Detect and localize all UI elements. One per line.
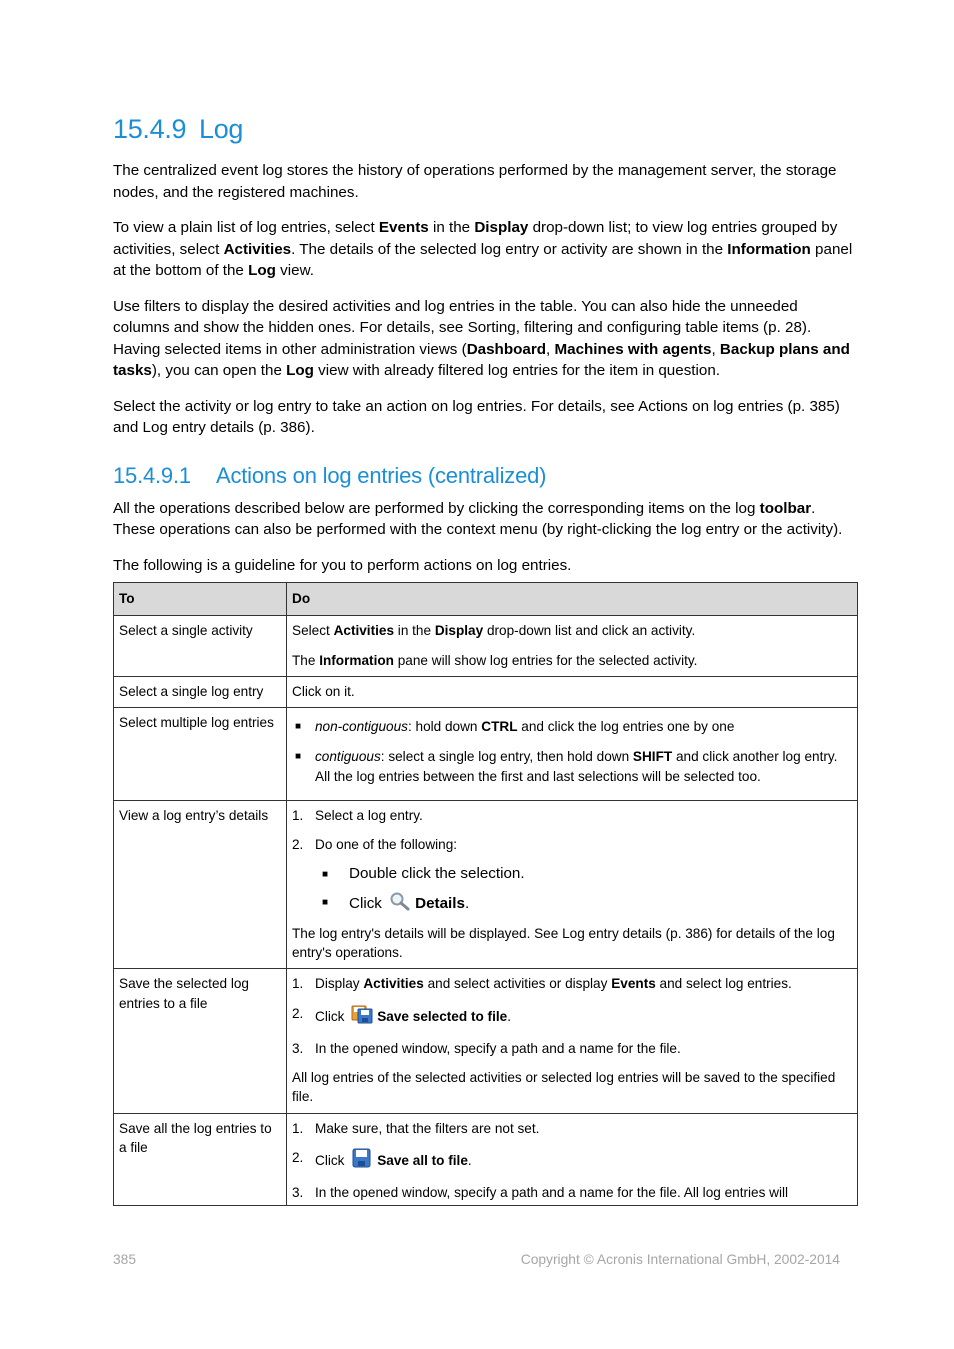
row-do: Select Activities in the Display drop-down list and click an activity. The Information pane will show log entries for the selected activity. bbox=[287, 616, 858, 677]
list-item: 2. Click Save selected to file. bbox=[292, 1004, 852, 1029]
list-item: 2. Do one of the following: bbox=[292, 837, 458, 853]
subsection-title: Actions on log entries (centralized) bbox=[216, 462, 547, 488]
section-number: 15.4.9 bbox=[113, 114, 187, 144]
row-do bbox=[287, 708, 858, 801]
list-item: ■ Click Details. bbox=[292, 891, 852, 917]
list-item: 3. In the opened window, specify a path and a name for the file. bbox=[292, 1040, 681, 1056]
table-row bbox=[114, 801, 858, 969]
table-row bbox=[114, 676, 858, 707]
subsection-heading bbox=[113, 461, 858, 491]
list-item: 2. Click Save all to file. bbox=[292, 1148, 852, 1173]
list-item: 1. Make sure, that the filters are not set. bbox=[292, 1120, 540, 1136]
row-do: 1. Select a log entry. 2. Do one of the following: ■ Double click the selection. ■ Click Details. The log entry's details will be displayed. See Log entry details (p. 386) for details of the log entry's operations. bbox=[287, 801, 858, 969]
row-to: View a log entry’s details bbox=[114, 801, 287, 969]
paragraph-toolbar: All the operations described below are performed by clicking the corresponding items on the log toolbar. These operations can also be performed with the context menu (by right-clicking the log entry or the activity). bbox=[113, 499, 843, 538]
header-do: Do bbox=[287, 583, 858, 616]
table-row bbox=[114, 1113, 858, 1205]
subsection-number: 15.4.9.1 bbox=[113, 462, 191, 488]
bullet-icon: ■ bbox=[322, 896, 329, 908]
list-item: ■ contiguous: select a single log entry, then hold down SHIFT and click another log entry. All the log entries between the first and last selections will be selected too. bbox=[295, 749, 838, 784]
row-do: Click on it. bbox=[287, 676, 858, 707]
row-to: Select a single activity bbox=[114, 616, 287, 677]
copyright: Copyright © Acronis International GmbH, 2002-2014 bbox=[520, 1252, 840, 1267]
table-row bbox=[114, 969, 858, 1113]
magnifier-icon bbox=[389, 891, 411, 917]
row-to: Save the selected log entries to a file bbox=[114, 969, 287, 1113]
section-heading bbox=[113, 112, 858, 146]
paragraph-guideline: The following is a guideline for you to perform actions on log entries. bbox=[113, 556, 572, 574]
row-do bbox=[287, 1113, 858, 1205]
header-to: To bbox=[114, 583, 287, 616]
bullet-icon: ■ bbox=[295, 751, 302, 763]
row-to: Save all the log entries to a file bbox=[114, 1113, 287, 1205]
paragraph-actions: Select the activity or log entry to take an action on log entries. For details, see Actions on log entries (p. 385) and Log entry details (p. 386). bbox=[113, 397, 840, 436]
save-selected-icon bbox=[351, 1004, 373, 1029]
list-item: 3. In the opened window, specify a path and a name for the file. All log entries will bbox=[292, 1185, 789, 1201]
row-to: Select a single log entry bbox=[114, 676, 287, 707]
paragraph-display: To view a plain list of log entries, select Events in the Display drop-down list; to view log entries grouped by activities, select Activities. The details of the selected log entry or activity are shown in the Information panel at the bottom of the Log view. bbox=[113, 219, 853, 279]
page-number: 385 bbox=[113, 1252, 137, 1267]
table-header-row bbox=[114, 583, 858, 616]
list-item: ■ non-contiguous: hold down CTRL and click the log entries one by one bbox=[292, 717, 852, 736]
list-item: ■ Double click the selection. bbox=[292, 863, 852, 884]
paragraph-intro: The centralized event log stores the history of operations performed by the management server, the storage nodes, and the registered machines. bbox=[113, 162, 837, 201]
row-to: Select multiple log entries bbox=[114, 708, 287, 801]
save-all-icon bbox=[351, 1148, 373, 1173]
bullet-icon: ■ bbox=[295, 721, 302, 733]
bullet-icon: ■ bbox=[322, 868, 329, 880]
table-row bbox=[114, 708, 858, 801]
row-do: 1. Display Activities and select activities or display Events and select log entries. 2. Click Save selected to file. 3. In the opened window, specify a path and a name for the file. All log entries of the selected activities or selected log entries will be saved to the specified file. bbox=[287, 969, 858, 1113]
paragraph-filters: Use filters to display the desired activities and log entries in the table. You can also hide the unneeded columns and show the hidden ones. For details, see Sorting, filtering and configuring table items (p. 28). Having selected items in other administration views (Dashboard, Machines with agents, Backup plans and tasks), you can open the Log view with already filtered log entries for the item in question. bbox=[113, 297, 850, 379]
page-content bbox=[113, 112, 858, 1206]
table-row bbox=[114, 616, 858, 677]
list-item: 1. Display Activities and select activities or display Events and select log entries. bbox=[292, 976, 792, 992]
section-title: Log bbox=[199, 114, 244, 144]
list-item: 1. Select a log entry. bbox=[292, 808, 423, 824]
guideline-table bbox=[113, 582, 858, 1206]
page-footer bbox=[113, 1252, 840, 1267]
